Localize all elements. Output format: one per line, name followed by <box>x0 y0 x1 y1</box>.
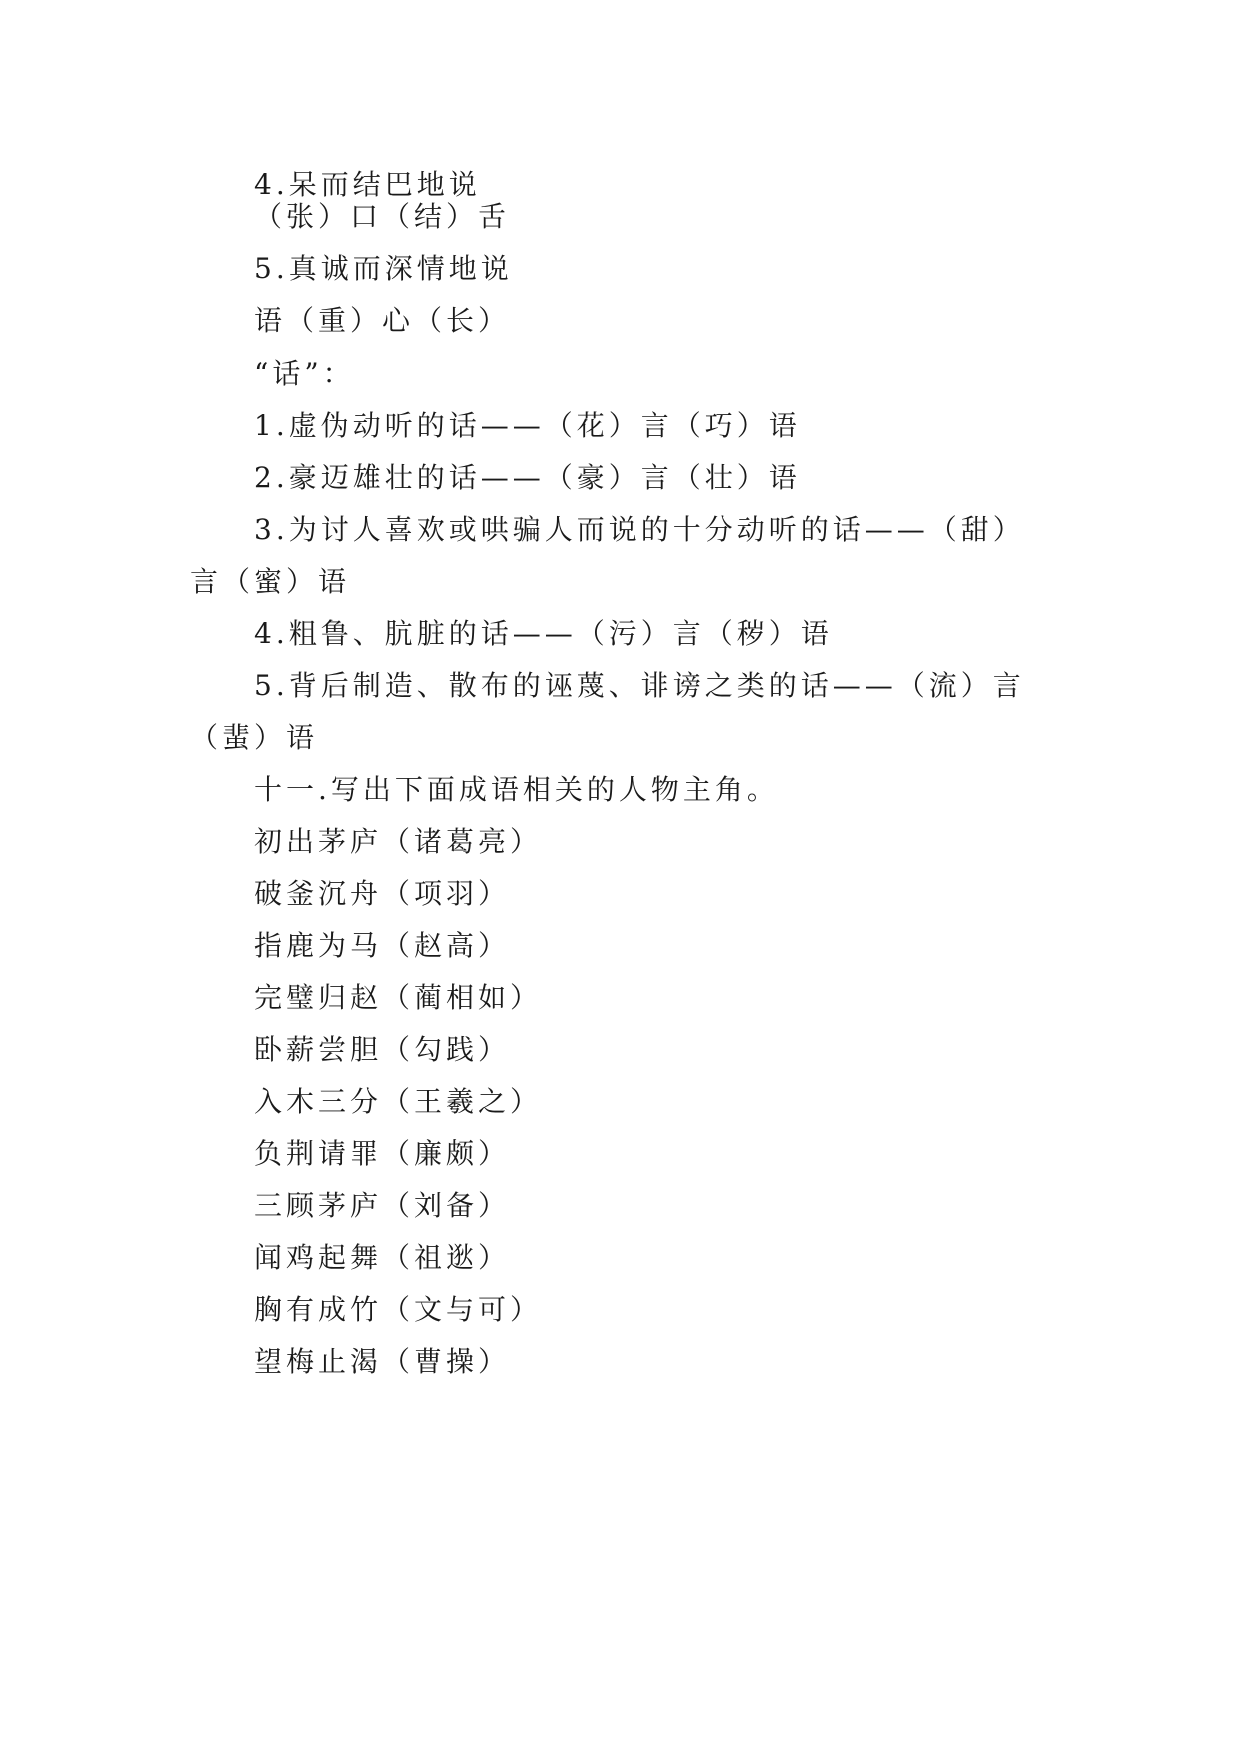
text-line: 完璧归赵（蔺相如） <box>254 981 543 1014</box>
text-line: 胸有成竹（文与可） <box>254 1293 543 1326</box>
text-line: 望梅止渴（曹操） <box>254 1345 511 1378</box>
text-line: 入木三分（王羲之） <box>254 1085 543 1118</box>
text-line: 5.背后制造、散布的诬蔑、诽谤之类的话——（流）言 <box>254 669 1025 702</box>
text-line: 负荆请罪（廉颇） <box>254 1137 511 1170</box>
text-line: 1.虚伪动听的话——（花）言（巧）语 <box>254 409 801 442</box>
text-line: 5.真诚而深情地说 <box>254 252 513 285</box>
text-line: 指鹿为马（赵高） <box>254 929 511 962</box>
text-line: 破釜沉舟（项羽） <box>254 877 511 910</box>
text-line: 4.粗鲁、肮脏的话——（污）言（秽）语 <box>254 617 833 650</box>
text-line: 言（蜜）语 <box>190 565 351 598</box>
text-line: （蜚）语 <box>190 721 319 754</box>
text-line: 初出茅庐（诸葛亮） <box>254 825 543 858</box>
text-line: 2.豪迈雄壮的话——（豪）言（壮）语 <box>254 461 801 494</box>
text-line: 4.呆而结巴地说 <box>254 168 481 201</box>
text-line: 语（重）心（长） <box>254 304 511 337</box>
text-line: （张）口（结）舌 <box>254 200 511 233</box>
text-line: 卧薪尝胆（勾践） <box>254 1033 511 1066</box>
text-line: 3.为讨人喜欢或哄骗人而说的十分动听的话——（甜） <box>254 513 1025 546</box>
text-line: “话”： <box>254 357 355 390</box>
text-line: 三顾茅庐（刘备） <box>254 1189 511 1222</box>
section-heading: 十一.写出下面成语相关的人物主角。 <box>254 773 779 806</box>
text-line: 闻鸡起舞（祖逖） <box>254 1241 511 1274</box>
